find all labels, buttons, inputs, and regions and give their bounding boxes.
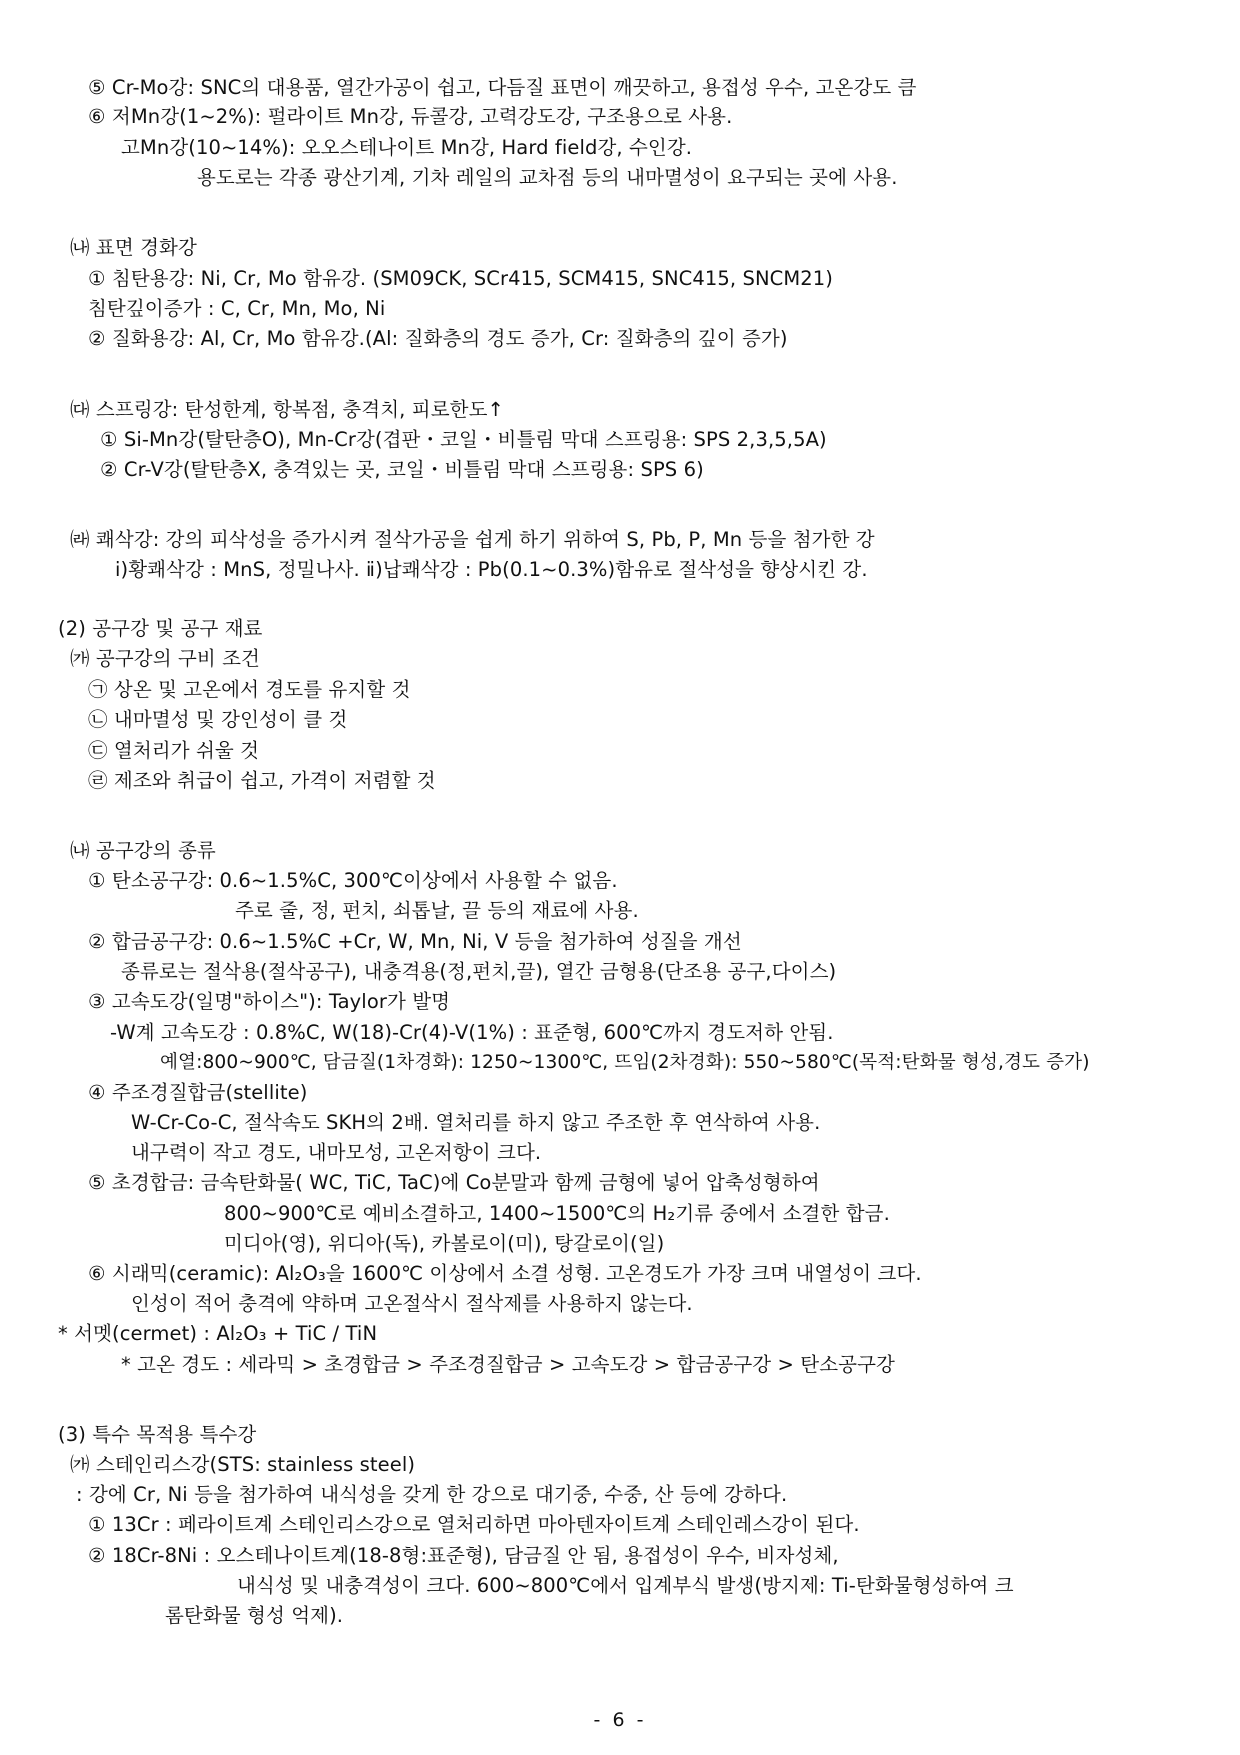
text-line: 침탄깊이증가 : C, Cr, Mn, Mo, Ni bbox=[88, 297, 386, 320]
text-line: ⅰ)황쾌삭강 : MnS, 정밀나사. ⅱ)납쾌삭강 : Pb(0.1~0.3%)함유로 절삭성을 향상시킨 강. bbox=[115, 558, 868, 581]
text-line: 종류로는 절삭용(절삭공구), 내충격용(정,펀치,끌), 열간 금형용(단조용 공구,다이스) bbox=[121, 960, 837, 983]
chapter-heading: (3) 특수 목적용 특수강 bbox=[58, 1423, 257, 1446]
section-heading: ㈐ 스프링강: 탄성한계, 항복점, 충격치, 피로한도↑ bbox=[70, 398, 504, 421]
text-line: * 고온 경도 : 세라믹 > 초경합금 > 주조경질합금 > 고속도강 > 합금공구강 > 탄소공구강 bbox=[121, 1353, 895, 1376]
text-line: -W계 고속도강 : 0.8%C, W(18)-Cr(4)-V(1%) : 표준형, 600℃까지 경도저하 안됨. bbox=[110, 1021, 834, 1044]
text-line: 주로 줄, 정, 펀치, 쇠톱날, 끌 등의 재료에 사용. bbox=[235, 899, 639, 922]
text-line: 용도로는 각종 광산기계, 기차 레일의 교차점 등의 내마멸성이 요구되는 곳에 사용. bbox=[197, 166, 898, 189]
text-line: 인성이 적어 충격에 약하며 고온절삭시 절삭제를 사용하지 않는다. bbox=[131, 1292, 693, 1315]
chapter-heading: (2) 공구강 및 공구 재료 bbox=[58, 617, 263, 640]
text-line: ① Si-Mn강(탈탄층O), Mn-Cr강(겹판・코일・비틀림 막대 스프링용: SPS 2,3,5,5A) bbox=[100, 428, 827, 451]
section-heading: ㈏ 공구강의 종류 bbox=[70, 839, 216, 862]
text-line: ㉣ 제조와 취급이 쉽고, 가격이 저렴할 것 bbox=[88, 769, 436, 792]
text-line: ㉢ 열처리가 쉬울 것 bbox=[88, 739, 260, 762]
text-line: * 서멧(cermet) : Al₂O₃ + TiC / TiN bbox=[58, 1322, 378, 1345]
text-line: 롬탄화물 형성 억제). bbox=[165, 1604, 344, 1627]
text-line: 고Mn강(10~14%): 오오스테나이트 Mn강, Hard field강, 수인강. bbox=[121, 136, 693, 159]
text-line: 예열:800~900℃, 담금질(1차경화): 1250~1300℃, 뜨임(2차경화): 550~580℃(목적:탄화물 형성,경도 증가) bbox=[160, 1052, 1090, 1073]
text-line: ② 합금공구강: 0.6~1.5%C +Cr, W, Mn, Ni, V 등을 첨가하여 성질을 개선 bbox=[88, 930, 742, 953]
text-line: ① 탄소공구강: 0.6~1.5%C, 300℃이상에서 사용할 수 없음. bbox=[88, 869, 618, 892]
text-line: ② 18Cr-8Ni : 오스테나이트계(18-8형:표준형), 담금질 안 됨, 용접성이 우수, 비자성체, bbox=[88, 1544, 839, 1567]
text-line: ㉠ 상온 및 고온에서 경도를 유지할 것 bbox=[88, 678, 411, 701]
section-heading: ㈑ 쾌삭강: 강의 피삭성을 증가시켜 절삭가공을 쉽게 하기 위하여 S, Pb, P, Mn 등을 첨가한 강 bbox=[70, 528, 875, 551]
section-heading: ㈎ 스테인리스강(STS: stainless steel) bbox=[70, 1453, 416, 1476]
text-line: W-Cr-Co-C, 절삭속도 SKH의 2배. 열처리를 하지 않고 주조한 후 연삭하여 사용. bbox=[131, 1111, 821, 1134]
text-line: ① 13Cr : 페라이트계 스테인리스강으로 열처리하면 마아텐자이트계 스테인레스강이 된다. bbox=[88, 1513, 860, 1536]
text-line: 내식성 및 내충격성이 크다. 600~800℃에서 입계부식 발생(방지제: Ti-탄화물형성하여 크 bbox=[237, 1574, 1014, 1597]
text-line: ④ 주조경질합금(stellite) bbox=[88, 1081, 308, 1104]
text-line: ① 침탄용강: Ni, Cr, Mo 함유강. (SM09CK, SCr415, SCM415, SNC415, SNCM21) bbox=[88, 267, 833, 290]
text-line: ⑤ Cr-Mo강: SNC의 대용품, 열간가공이 쉽고, 다듬질 표면이 깨끗하고, 용접성 우수, 고온강도 큼 bbox=[88, 76, 917, 99]
page-number: - 6 - bbox=[593, 1709, 647, 1731]
section-heading: ㈎ 공구강의 구비 조건 bbox=[70, 647, 260, 670]
text-line: : 강에 Cr, Ni 등을 첨가하여 내식성을 갖게 한 강으로 대기중, 수중, 산 등에 강하다. bbox=[76, 1483, 788, 1506]
text-line: ② Cr-V강(탈탄층X, 충격있는 곳, 코일・비틀림 막대 스프링용: SPS 6) bbox=[100, 458, 704, 481]
text-line: ⑤ 초경합금: 금속탄화물( WC, TiC, TaC)에 Co분말과 함께 금형에 넣어 압축성형하여 bbox=[88, 1171, 820, 1194]
text-line: 미디아(영), 위디아(독), 카볼로이(미), 탕갈로이(일) bbox=[224, 1232, 665, 1255]
text-line: 800~900℃로 예비소결하고, 1400~1500℃의 H₂기류 중에서 소결한 합금. bbox=[224, 1202, 890, 1225]
text-line: ⑥ 시래믹(ceramic): Al₂O₃을 1600℃ 이상에서 소결 성형. 고온경도가 가장 크며 내열성이 크다. bbox=[88, 1262, 922, 1285]
text-line: ② 질화용강: Al, Cr, Mo 함유강.(Al: 질화층의 경도 증가, Cr: 질화층의 깊이 증가) bbox=[88, 327, 788, 350]
section-heading: ㈏ 표면 경화강 bbox=[70, 236, 197, 259]
text-line: ③ 고속도강(일명"하이스"): Taylor가 발명 bbox=[88, 990, 451, 1013]
text-line: 내구력이 작고 경도, 내마모성, 고온저항이 크다. bbox=[131, 1141, 542, 1164]
text-line: ⑥ 저Mn강(1~2%): 펄라이트 Mn강, 듀콜강, 고력강도강, 구조용으로 사용. bbox=[88, 105, 733, 128]
text-line: ㉡ 내마멸성 및 강인성이 클 것 bbox=[88, 708, 348, 731]
